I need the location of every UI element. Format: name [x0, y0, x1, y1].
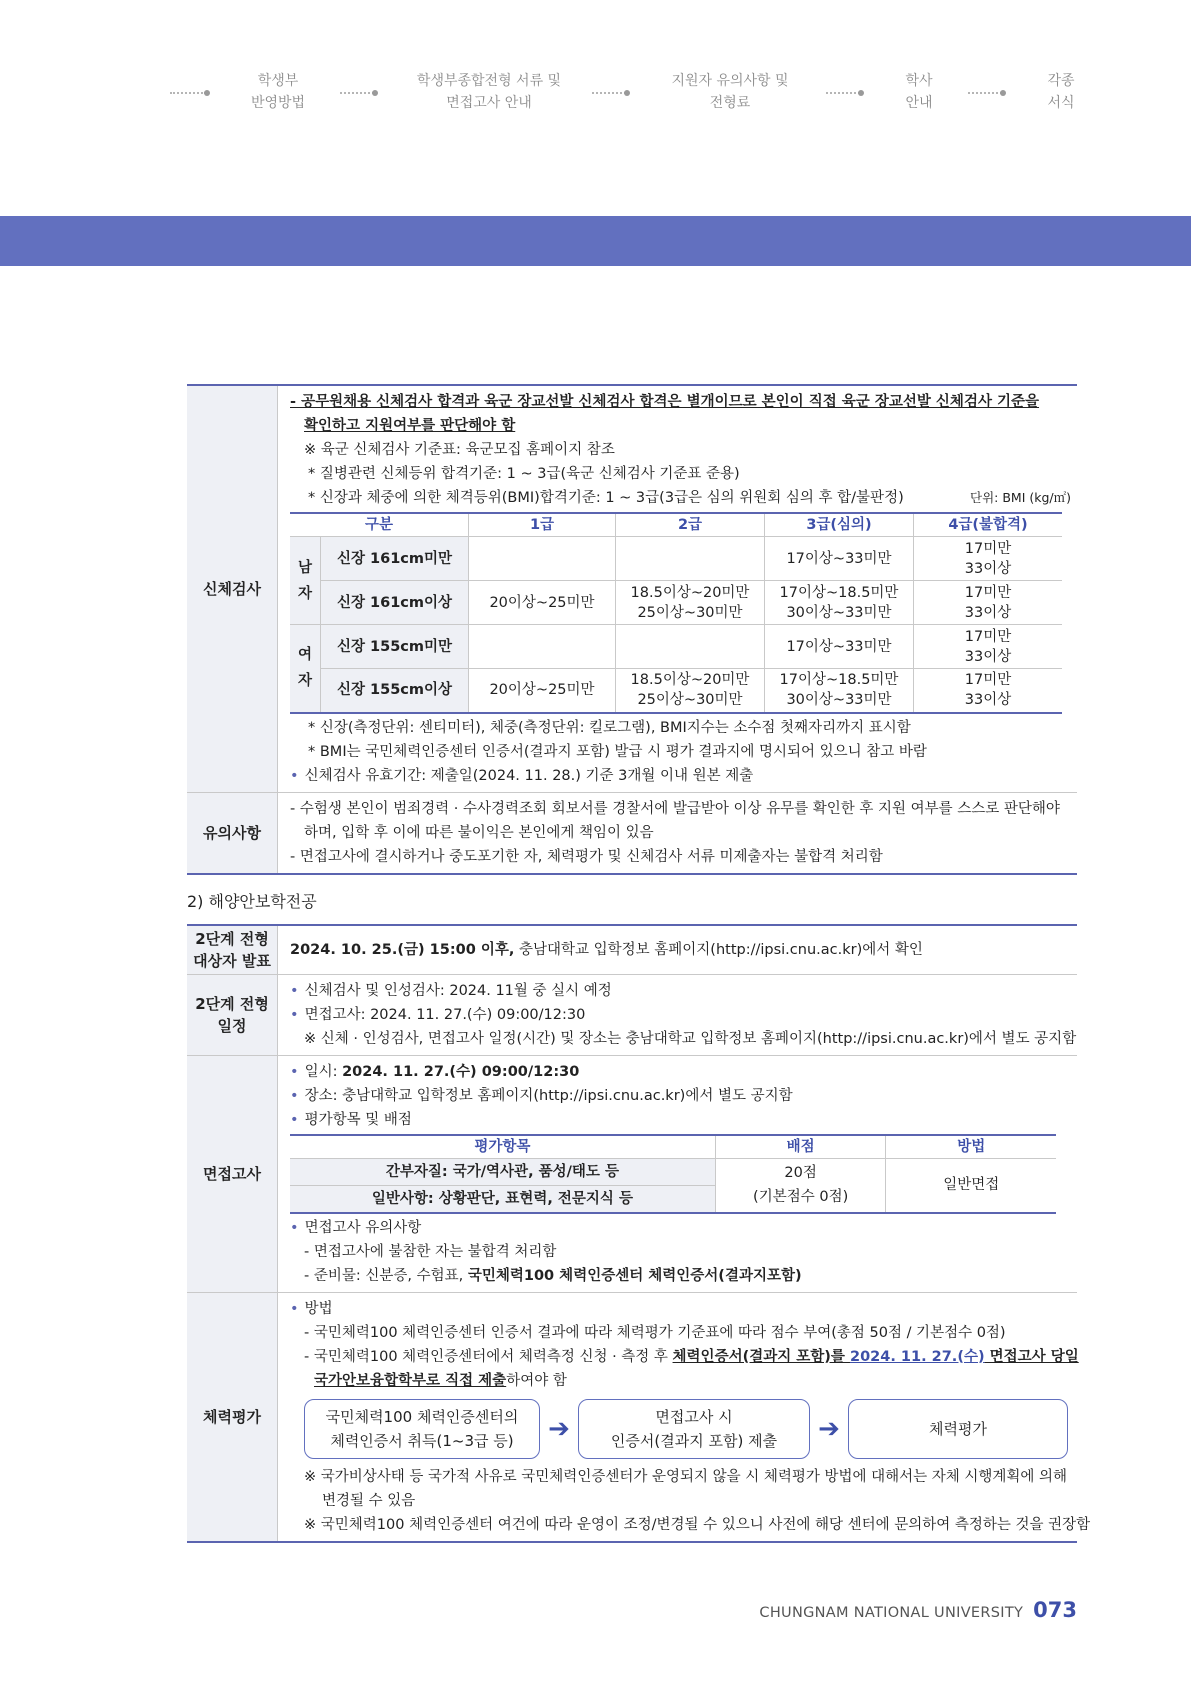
- announce-label-line1: 2단계 전형: [195, 930, 269, 948]
- body-check-label: 신체검사: [187, 386, 278, 792]
- interview-table-header: [290, 1135, 1056, 1159]
- interview-note2: - 준비물: 신분증, 수험표, 국민체력100 체력인증센터 체력인증서(결과지포함): [304, 1267, 802, 1284]
- flow-step-submit-line1: 면접고사 시: [655, 1407, 733, 1426]
- caution-content: [278, 793, 1077, 873]
- schedule-label: [187, 975, 278, 1055]
- fitness-line2: - 국민체력100 체력인증센터에서 체력측정 신청 · 측정 후 체력인증서(결과지 포함)를 2024. 11. 27.(수) 면접고사 당일: [304, 1348, 1079, 1365]
- interview-item1: 간부자질: 국가/역사관, 품성/태도 등: [290, 1159, 715, 1186]
- table-row: [290, 1159, 1056, 1186]
- bmi-grade4-text: 17미만 33이상: [964, 540, 1012, 577]
- top-navigation: [0, 70, 1191, 120]
- bmi-grade1-cell: [469, 625, 616, 669]
- schedule-label-line2: 일정: [217, 1017, 247, 1035]
- interview-content: [278, 1056, 1077, 1292]
- nav-item-forms-line1: 각종: [1047, 73, 1075, 89]
- fitness-line1: - 국민체력100 체력인증센터 인증서 결과에 따라 체력평가 기준표에 따라 점수 부여(총점 50점 / 기본점수 0점): [304, 1324, 1006, 1341]
- bmi-height-cell: 신장 155cm이상: [321, 669, 469, 713]
- bmi-unit-label: 단위: BMI (kg/㎡): [970, 490, 1071, 505]
- announce-date: 2024. 10. 25.(금) 15:00 이후,: [290, 942, 515, 958]
- flow-step-submit-line2: 인증서(결과지 포함) 제출: [610, 1431, 778, 1450]
- nav-item-documents[interactable]: [404, 70, 574, 114]
- flow-step-certificate-line1: 국민체력100 체력인증센터의: [325, 1407, 519, 1426]
- body-check-validity: • 신체검사 유효기간: 제출일(2024. 11. 28.) 기준 3개월 이내 원본 제출: [290, 764, 1077, 788]
- body-check-note1: ※ 육군 신체검사 기준표: 육군모집 홈페이지 참조: [304, 442, 615, 458]
- table-row: [290, 625, 1062, 669]
- body-check-note3: * 신장과 체중에 의한 체격등위(BMI)합격기준: 1 ~ 3급(3급은 심의 위원회 심의 후 합/불판정): [308, 490, 904, 506]
- caution-line1: - 수험생 본인이 범죄경력 · 수사경력조회 회보서를 경찰서에 발급받아 이상 유무를 확인한 후 지원 여부를 스스로 판단해야: [290, 800, 1060, 817]
- bmi-grade3-cell: 17이상~18.5미만 30이상~33미만: [765, 669, 914, 713]
- fitness-method-title: • 방법: [290, 1297, 1090, 1321]
- nav-item-academic-line1: 학사: [905, 73, 933, 89]
- fitness-note2: ※ 국민체력100 체력인증센터 여건에 따라 운영이 조정/변경될 수 있으니 사전에 해당 센터에 문의하여 측정하는 것을 권장함: [304, 1516, 1091, 1533]
- fitness-content: [278, 1293, 1090, 1541]
- bmi-grade2-cell: 18.5이상~20미만 25이상~30미만: [616, 669, 765, 713]
- bmi-grade4-cell: [914, 537, 1063, 581]
- nav-item-forms[interactable]: [1036, 70, 1086, 114]
- schedule-line2: • 면접고사: 2024. 11. 27.(수) 09:00/12:30: [290, 1003, 1077, 1027]
- nav-dots-3: [592, 92, 626, 94]
- flow-step-evaluation-label: 체력평가: [929, 1419, 987, 1438]
- bmi-grade4-cell: 17미만 33이상: [914, 669, 1063, 713]
- bmi-grade4-cell: 17미만 33이상: [914, 581, 1063, 625]
- header-band: [0, 216, 1191, 266]
- row-interview: [187, 1056, 1077, 1293]
- bmi-grade2-cell: [616, 537, 765, 581]
- interview-notes-title: • 면접고사 유의사항: [290, 1216, 1077, 1240]
- nav-dots-5: [968, 92, 1002, 94]
- body-check-note3-line: [290, 486, 1077, 510]
- arrow-right-icon: ➔: [818, 1413, 840, 1444]
- interview-items-title: • 평가항목 및 배점: [290, 1108, 1077, 1132]
- bmi-grade1-cell: 20이상~25미만: [469, 669, 616, 713]
- announce-label: [187, 926, 278, 974]
- nav-item-academic-line2: 안내: [905, 95, 933, 111]
- interview-method-cell: 일반면접: [886, 1159, 1056, 1213]
- footer-university: CHUNGNAM NATIONAL UNIVERSITY: [759, 1605, 1024, 1621]
- body-check-line1: - 공무원채용 신체검사 합격과 육군 장교선발 신체검사 합격은 별개이므로 본인이 직접 육군 장교선발 신체검사 기준을: [290, 394, 1040, 410]
- interview-score-cell: [715, 1159, 886, 1213]
- body-check-content: [278, 386, 1077, 792]
- section-marine-security: [187, 924, 1091, 1543]
- page-number: 073: [1033, 1598, 1077, 1622]
- bmi-grade3-cell: 17이상~18.5미만 30이상~33미만: [765, 581, 914, 625]
- bmi-table-header: [290, 513, 1062, 537]
- bmi-header-grade3: 3급(심의): [765, 513, 914, 537]
- schedule-line1: • 신체검사 및 인성검사: 2024. 11월 중 실시 예정: [290, 979, 1077, 1003]
- fitness-line3: 국가안보융합학부로 직접 제출하여야 함: [314, 1372, 567, 1389]
- fitness-label: 체력평가: [187, 1293, 278, 1541]
- body-check-after2: * BMI는 국민체력인증센터 인증서(결과지 포함) 발급 시 평가 결과지에 명시되어 있으니 참고 바람: [308, 743, 927, 760]
- body-check-line2: 확인하고 지원여부를 판단해야 함: [304, 418, 516, 434]
- schedule-content: [278, 975, 1077, 1055]
- arrow-right-icon: ➔: [548, 1413, 570, 1444]
- table-row: [290, 669, 1062, 713]
- announce-label-line2: 대상자 발표: [193, 952, 271, 970]
- bmi-grade1-cell: [469, 537, 616, 581]
- interview-score-table: [290, 1134, 1056, 1214]
- nav-item-record-line2: 반영방법: [250, 95, 306, 111]
- flow-step-evaluation: [848, 1399, 1068, 1459]
- bmi-sex-male: 남 자: [290, 537, 321, 625]
- section2-title: 2) 해양안보학전공: [187, 892, 317, 911]
- announce-content: [278, 926, 1077, 974]
- row-announce: [187, 924, 1077, 975]
- announce-rest: 충남대학교 입학정보 홈페이지(http://ipsi.cnu.ac.kr)에서 확인: [514, 942, 923, 958]
- bmi-table: [290, 512, 1062, 714]
- interview-header-method: 방법: [886, 1135, 1056, 1159]
- interview-note1: - 면접고사에 불참한 자는 불합격 처리함: [304, 1243, 557, 1260]
- nav-item-documents-line2: 면접고사 안내: [446, 95, 532, 111]
- announce-text: [290, 938, 1077, 962]
- bmi-grade1-cell: 20이상~25미만: [469, 581, 616, 625]
- flow-step-certificate: [304, 1399, 540, 1459]
- interview-score-line1: 20점: [784, 1165, 817, 1182]
- nav-item-record-line1: 학생부: [257, 73, 299, 89]
- nav-dots-4: [826, 92, 860, 94]
- bmi-grade3-cell: 17이상~33미만: [765, 537, 914, 581]
- footer: [759, 1598, 1077, 1622]
- bmi-height-cell: 신장 161cm이상: [321, 581, 469, 625]
- bmi-header-grade4: 4급(불합격): [914, 513, 1063, 537]
- interview-score-line2: (기본점수 0점): [753, 1189, 849, 1206]
- interview-label: 면접고사: [187, 1056, 278, 1292]
- row-caution: [187, 793, 1077, 875]
- interview-place: • 장소: 충남대학교 입학정보 홈페이지(http://ipsi.cnu.ac.kr)에서 별도 공지함: [290, 1084, 1077, 1108]
- bmi-header-category: 구분: [290, 513, 469, 537]
- section-body-check: [187, 384, 1077, 875]
- bmi-header-grade2: 2급: [616, 513, 765, 537]
- bmi-grade4-cell: 17미만 33이상: [914, 625, 1063, 669]
- fitness-note1b: 변경될 수 있음: [322, 1492, 416, 1509]
- row-fitness: [187, 1293, 1091, 1543]
- interview-item2: 일반사항: 상황판단, 표현력, 전문지식 등: [290, 1186, 715, 1213]
- schedule-label-line1: 2단계 전형: [195, 995, 269, 1013]
- interview-date: • 일시: 2024. 11. 27.(수) 09:00/12:30: [290, 1060, 1077, 1084]
- body-check-note2: * 질병관련 신체등위 합격기준: 1 ~ 3급(육군 신체검사 기준표 준용): [308, 466, 740, 482]
- bmi-grade2-cell: 18.5이상~20미만 25이상~30미만: [616, 581, 765, 625]
- bmi-header-grade1: 1급: [469, 513, 616, 537]
- nav-item-cautions-line2: 전형료: [709, 95, 751, 111]
- nav-item-cautions-line1: 지원자 유의사항 및: [671, 73, 789, 89]
- schedule-line3: ※ 신체 · 인성검사, 면접고사 일정(시간) 및 장소는 충남대학교 입학정보 홈페이지(http://ipsi.cnu.ac.kr)에서 별도 공지함: [304, 1031, 1077, 1047]
- nav-dots-2: [340, 92, 374, 94]
- table-row: [290, 581, 1062, 625]
- bmi-height-cell: 신장 161cm미만: [321, 537, 469, 581]
- nav-item-documents-line1: 학생부종합전형 서류 및: [416, 73, 562, 89]
- nav-item-cautions[interactable]: [660, 70, 800, 114]
- nav-item-record[interactable]: [240, 70, 316, 114]
- body-check-after1: * 신장(측정단위: 센티미터), 체중(측정단위: 킬로그램), BMI지수는 소수점 첫째자리까지 표시함: [308, 719, 911, 736]
- flow-step-certificate-line2: 체력인증서 취득(1~3급 등): [330, 1431, 514, 1450]
- bmi-grade3-cell: 17이상~33미만: [765, 625, 914, 669]
- flow-step-submit: [578, 1399, 810, 1459]
- bmi-grade2-cell: [616, 625, 765, 669]
- caution-line2: 하며, 입학 후 이에 따른 불이익은 본인에게 책임이 있음: [304, 824, 654, 841]
- nav-item-forms-line2: 서식: [1047, 95, 1075, 111]
- interview-header-item: 평가항목: [290, 1135, 715, 1159]
- row-schedule: [187, 975, 1077, 1056]
- bmi-height-cell: 신장 155cm미만: [321, 625, 469, 669]
- caution-line3: - 면접고사에 결시하거나 중도포기한 자, 체력평가 및 신체검사 서류 미제출자는 불합격 처리함: [290, 848, 883, 865]
- caution-label: 유의사항: [187, 793, 278, 873]
- nav-item-academic[interactable]: [896, 70, 942, 114]
- fitness-note1: ※ 국가비상사태 등 국가적 사유로 국민체력인증센터가 운영되지 않을 시 체력평가 방법에 대해서는 자체 시행계획에 의해: [304, 1468, 1068, 1485]
- interview-header-score: 배점: [715, 1135, 886, 1159]
- bmi-sex-female: 여 자: [290, 625, 321, 713]
- fitness-flow: [304, 1399, 1090, 1459]
- table-row: [290, 537, 1062, 581]
- nav-dots-1: [170, 92, 206, 94]
- row-body-check: [187, 384, 1077, 793]
